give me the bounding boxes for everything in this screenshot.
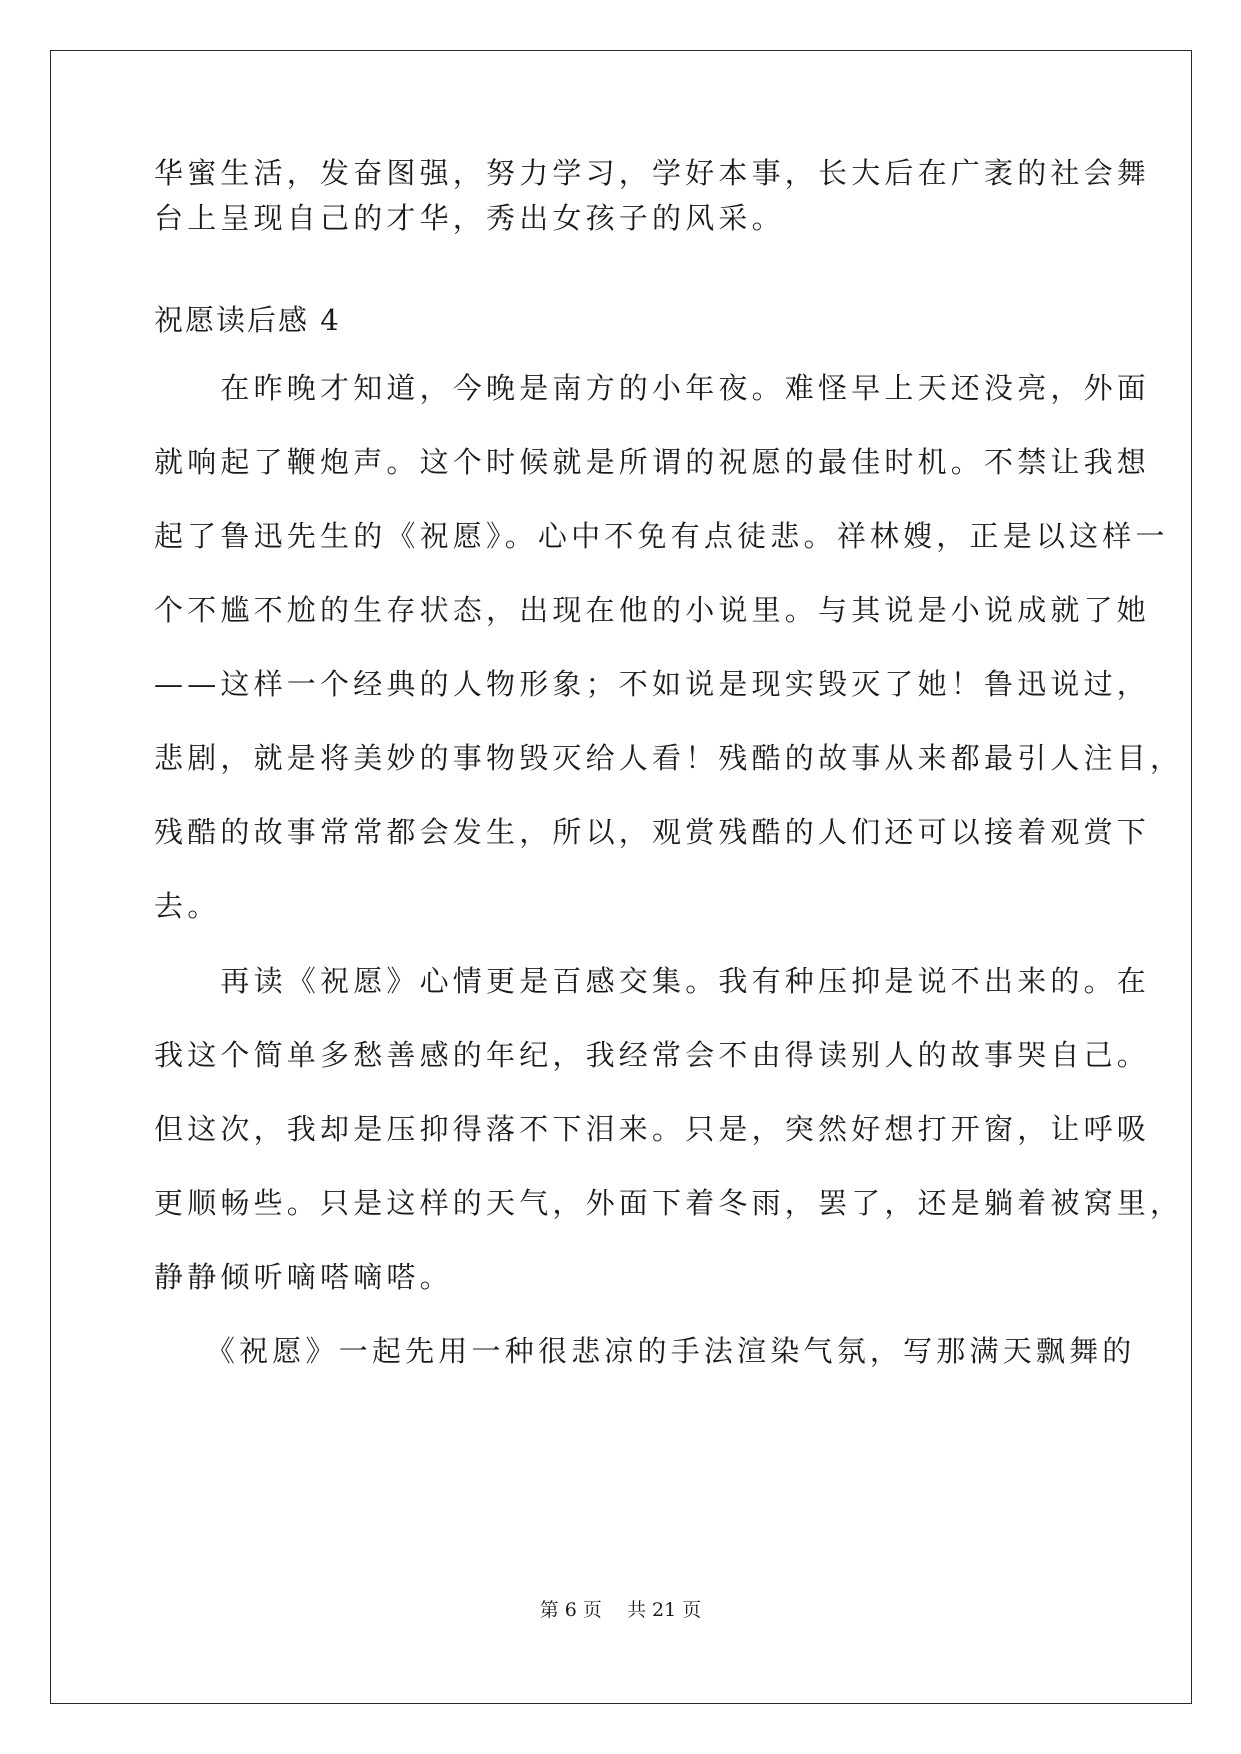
text-line: 就响起了鞭炮声。这个时候就是所谓的祝愿的最佳时机。不禁让我想	[154, 445, 1151, 479]
text-line: 华蜜生活，发奋图强，努力学习，学好本事，长大后在广袤的社会舞	[154, 156, 1151, 190]
text-line: 在昨晚才知道，今晚是南方的小年夜。难怪早上天还没亮，外面	[154, 371, 1151, 405]
text-line: 静静倾听嘀嗒嘀嗒。	[154, 1260, 453, 1294]
text-line: 去。	[154, 889, 221, 923]
text-line: 但这次，我却是压抑得落不下泪来。只是，突然好想打开窗，让呼吸	[154, 1112, 1151, 1146]
text-line: 我这个简单多愁善感的年纪，我经常会不由得读别人的故事哭自己。	[154, 1038, 1151, 1072]
text-line: 再读《祝愿》心情更是百感交集。我有种压抑是说不出来的。在	[154, 964, 1151, 998]
text-line: 悲剧，就是将美妙的事物毁灭给人看！残酷的故事从来都最引人注目，	[154, 741, 1184, 775]
section-heading: 祝愿读后感 4	[154, 303, 341, 337]
text-line: 台上呈现自己的才华，秀出女孩子的风采。	[154, 201, 785, 235]
text-line: 《祝愿》一起先用一种很悲凉的手法渲染气氛，写那满天飘舞的	[154, 1334, 1136, 1368]
text-line: 更顺畅些。只是这样的天气，外面下着冬雨，罢了，还是躺着被窝里，	[154, 1186, 1184, 1220]
text-line: 个不尴不尬的生存状态，出现在他的小说里。与其说是小说成就了她	[154, 593, 1151, 627]
page-number-footer: 第 6 页 共 21 页	[539, 1599, 702, 1621]
text-line: 起了鲁迅先生的《祝愿》。心中不免有点徒悲。祥林嫂，正是以这样一	[154, 519, 1169, 553]
text-line: ——这样一个经典的人物形象；不如说是现实毁灭了她！鲁迅说过，	[154, 667, 1151, 701]
text-line: 残酷的故事常常都会发生，所以，观赏残酷的人们还可以接着观赏下	[154, 815, 1151, 849]
page-frame	[50, 50, 1192, 1704]
